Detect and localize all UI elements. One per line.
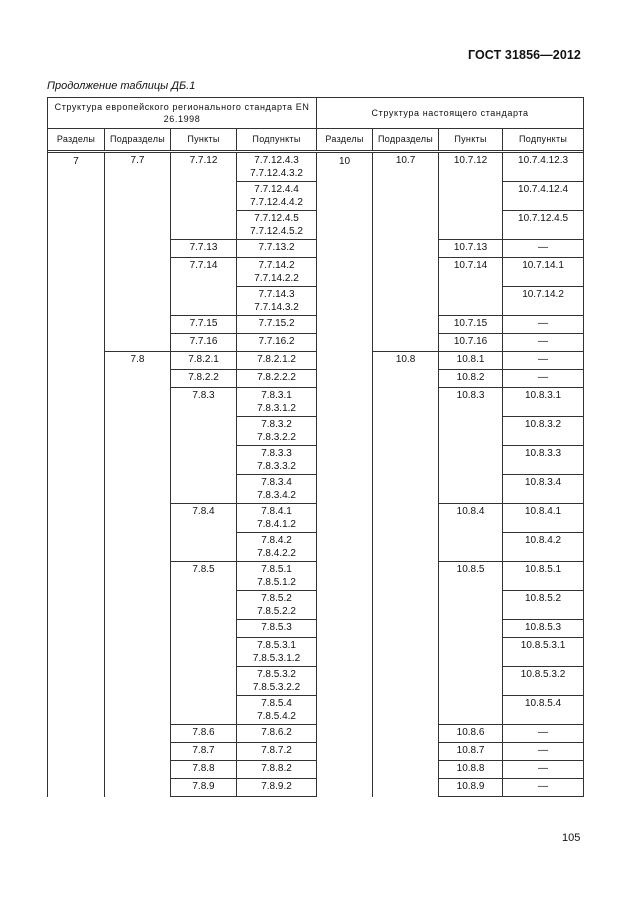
subpoint-left-cell: 7.8.5.3.2 7.8.5.3.2.2	[237, 667, 317, 696]
subpoint-left-cell: 7.7.15.2	[237, 316, 317, 334]
point-left-cell: 7.8.7	[171, 743, 237, 761]
subpoint-right-cell: 10.7.14.1	[503, 258, 584, 287]
point-left-cell: 7.7.12	[171, 153, 237, 240]
point-left-cell: 7.7.13	[171, 240, 237, 258]
subpoint-right-cell: 10.8.3.4	[503, 475, 584, 504]
subpoint-left-cell: 7.7.12.4.4 7.7.12.4.4.2	[237, 182, 317, 211]
subpoint-left-cell: 7.8.5.3.1 7.8.5.3.1.2	[237, 638, 317, 667]
point-left-cell: 7.7.16	[171, 334, 237, 352]
point-left-cell: 7.8.2.2	[171, 370, 237, 388]
col-header-subpoints-left: Подпункты	[237, 129, 317, 151]
subpoint-right-cell: —	[503, 316, 584, 334]
subpoint-right-cell: 10.7.4.12.3	[503, 153, 584, 182]
subpoint-left-cell: 7.7.14.3 7.7.14.3.2	[237, 287, 317, 316]
subpoint-right-cell: 10.8.5.3.1	[503, 638, 584, 667]
point-right-cell: 10.7.12	[439, 153, 503, 240]
subpoint-right-cell: 10.8.3.1	[503, 388, 584, 417]
subpoint-left-cell: 7.8.5.4 7.8.5.4.2	[237, 696, 317, 725]
subsection-left-cell: 7.7	[105, 153, 171, 352]
point-left-cell: 7.8.2.1	[171, 352, 237, 370]
subpoint-left-cell: 7.8.5.1 7.8.5.1.2	[237, 562, 317, 591]
subpoint-left-cell: 7.8.2.1.2	[237, 352, 317, 370]
point-right-cell: 10.8.8	[439, 761, 503, 779]
point-right-cell: 10.8.7	[439, 743, 503, 761]
point-right-cell: 10.7.14	[439, 258, 503, 316]
group-header-right: Структура настоящего стандарта	[317, 98, 584, 129]
subpoint-left-cell: 7.8.5.2 7.8.5.2.2	[237, 591, 317, 620]
subpoint-left-cell: 7.8.3.1 7.8.3.1.2	[237, 388, 317, 417]
point-left-cell: 7.8.8	[171, 761, 237, 779]
subpoint-right-cell: 10.7.14.2	[503, 287, 584, 316]
col-header-subsections-right: Подразделы	[373, 129, 439, 151]
point-right-cell: 10.7.16	[439, 334, 503, 352]
subpoint-right-cell: —	[503, 761, 584, 779]
subpoint-right-cell: 10.8.4.1	[503, 504, 584, 533]
subpoint-right-cell: —	[503, 240, 584, 258]
subsection-right-cell: 10.7	[373, 153, 439, 352]
point-left-cell: 7.8.5	[171, 562, 237, 725]
group-header-left: Структура европейского регионального стандарта EN 26.1998	[48, 98, 317, 129]
point-left-cell: 7.8.9	[171, 779, 237, 797]
subsection-left-cell: 7.8	[105, 352, 171, 797]
subpoint-right-cell: —	[503, 725, 584, 743]
subpoint-right-cell: —	[503, 779, 584, 797]
subpoint-right-cell: 10.7.12.4.5	[503, 211, 584, 240]
point-left-cell: 7.8.6	[171, 725, 237, 743]
subpoint-right-cell: 10.8.5.1	[503, 562, 584, 591]
subpoint-left-cell: 7.8.4.1 7.8.4.1.2	[237, 504, 317, 533]
subpoint-left-cell: 7.8.4.2 7.8.4.2.2	[237, 533, 317, 562]
page-number: 105	[562, 832, 581, 844]
point-right-cell: 10.8.1	[439, 352, 503, 370]
table-row	[48, 352, 584, 370]
subpoint-left-cell: 7.7.14.2 7.7.14.2.2	[237, 258, 317, 287]
subpoint-left-cell: 7.8.8.2	[237, 761, 317, 779]
point-right-cell: 10.8.9	[439, 779, 503, 797]
table-caption: Продолжение таблицы ДБ.1	[47, 80, 196, 92]
correspondence-table	[47, 97, 584, 797]
table-row	[48, 153, 584, 182]
subpoint-right-cell: —	[503, 743, 584, 761]
standard-code: ГОСТ 31856—2012	[467, 48, 581, 62]
subpoint-left-cell: 7.8.2.2.2	[237, 370, 317, 388]
subpoint-right-cell: —	[503, 352, 584, 370]
point-right-cell: 10.8.4	[439, 504, 503, 562]
subpoint-left-cell: 7.7.13.2	[237, 240, 317, 258]
subpoint-right-cell: 10.8.5.3	[503, 620, 584, 638]
point-left-cell: 7.8.4	[171, 504, 237, 562]
point-right-cell: 10.8.6	[439, 725, 503, 743]
subpoint-left-cell: 7.7.12.4.3 7.7.12.4.3.2	[237, 153, 317, 182]
col-header-points-right: Пункты	[439, 129, 503, 151]
subpoint-left-cell: 7.7.16.2	[237, 334, 317, 352]
col-header-sections-left: Разделы	[48, 129, 105, 151]
col-header-subsections-left: Подразделы	[105, 129, 171, 151]
subpoint-right-cell: —	[503, 334, 584, 352]
section-left-cell: 7	[48, 153, 105, 797]
point-right-cell: 10.8.5	[439, 562, 503, 725]
subpoint-left-cell: 7.8.3.4 7.8.3.4.2	[237, 475, 317, 504]
subpoint-left-cell: 7.8.3.3 7.8.3.3.2	[237, 446, 317, 475]
point-right-cell: 10.7.15	[439, 316, 503, 334]
subpoint-right-cell: —	[503, 370, 584, 388]
subpoint-left-cell: 7.8.7.2	[237, 743, 317, 761]
subpoint-right-cell: 10.8.3.3	[503, 446, 584, 475]
point-left-cell: 7.7.15	[171, 316, 237, 334]
subpoint-right-cell: 10.8.4.2	[503, 533, 584, 562]
point-left-cell: 7.8.3	[171, 388, 237, 504]
col-header-points-left: Пункты	[171, 129, 237, 151]
subpoint-right-cell: 10.8.5.2	[503, 591, 584, 620]
point-right-cell: 10.7.13	[439, 240, 503, 258]
point-right-cell: 10.8.3	[439, 388, 503, 504]
subpoint-right-cell: 10.8.5.4	[503, 696, 584, 725]
point-right-cell: 10.8.2	[439, 370, 503, 388]
subpoint-left-cell: 7.7.12.4.5 7.7.12.4.5.2	[237, 211, 317, 240]
col-header-sections-right: Разделы	[317, 129, 373, 151]
subpoint-left-cell: 7.8.3.2 7.8.3.2.2	[237, 417, 317, 446]
subpoint-right-cell: 10.8.5.3.2	[503, 667, 584, 696]
subpoint-right-cell: 10.8.3.2	[503, 417, 584, 446]
subpoint-left-cell: 7.8.9.2	[237, 779, 317, 797]
subpoint-left-cell: 7.8.6.2	[237, 725, 317, 743]
subsection-right-cell: 10.8	[373, 352, 439, 797]
section-right-cell: 10	[317, 153, 373, 797]
point-left-cell: 7.7.14	[171, 258, 237, 316]
subpoint-left-cell: 7.8.5.3	[237, 620, 317, 638]
col-header-subpoints-right: Подпункты	[503, 129, 584, 151]
subpoint-right-cell: 10.7.4.12.4	[503, 182, 584, 211]
